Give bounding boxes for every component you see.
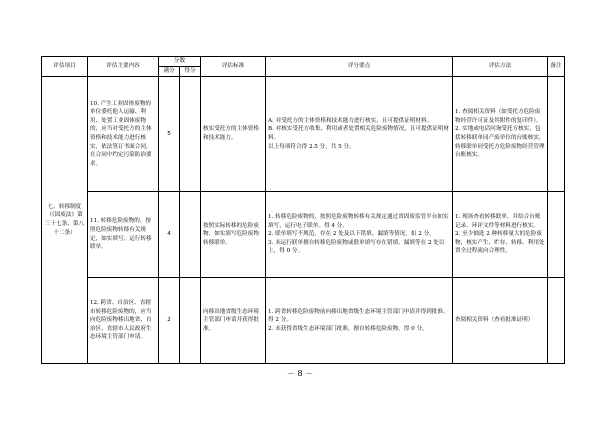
header-full-score: 满分 xyxy=(159,67,180,77)
row-11-method-2: 2. 至少抽选 2 种转移量大的危险废物，核实产生、贮存、转移、利用处置全过程流向合理性。 xyxy=(455,231,545,255)
row-12-note xyxy=(548,278,565,364)
row-10-method xyxy=(453,77,548,192)
header-score: 分数 xyxy=(159,57,201,67)
row-12-point-1: 1. 跨省转移危险废物前向移出地省级生态环境主管部门申请并得到批准。得 2 分。 xyxy=(268,308,449,324)
header-got-score: 得分 xyxy=(180,67,201,77)
row-10-point-a: A. 对受托方的主体资格和技术能力进行核实，且可提供证明材料。 xyxy=(268,117,433,124)
page-number: － 8 － xyxy=(286,369,314,378)
header-points: 评分要点 xyxy=(266,57,453,77)
row-11-point-2: 2. 联单填写不规范，存在 2 处及以下错填、漏填等情况，扣 2 分。 xyxy=(268,231,435,238)
row-12-full-score: 2 xyxy=(159,278,180,364)
header-note: 备注 xyxy=(548,57,565,77)
row-10-full-score: 5 xyxy=(159,77,180,192)
row-10-point-b: B. 对核实受托方收集、利用或者处置相关危险废物情况，且可提供证明材料。 xyxy=(268,126,450,141)
header-item: 评估项目 xyxy=(42,57,88,77)
row-11-full-score: 4 xyxy=(159,192,180,278)
row-12-points xyxy=(266,278,453,364)
row-11-point-1: 1. 转移危险废物的，按照危险废物转移有关规定通过省固废监管平台如实填写，运行电子联单。得 4 分。 xyxy=(268,214,449,229)
header-standard: 评估标准 xyxy=(201,57,266,77)
header-content: 评估主要内容 xyxy=(88,57,159,77)
row-10-points xyxy=(266,77,453,192)
row-11-method-1: 1. 现场查看转移联单，并结合台账记录、环评文件等材料进行核实。 xyxy=(455,214,541,229)
row-12-method-1: 查阅相关资料（查看批准证明） xyxy=(455,317,534,324)
row-10-note xyxy=(548,77,565,192)
row-10-standard: 核实受托方的主体资格和技术能力。 xyxy=(201,77,266,192)
row-12-got-score xyxy=(180,278,201,364)
row-10-got-score xyxy=(180,77,201,192)
row-11-method xyxy=(453,192,548,278)
row-11-point-3: 3. 未运行联单擅自转移危险废物或联单填写存在错填、漏填等在 2 处以上，得 0 分。 xyxy=(268,239,445,255)
row-11-note xyxy=(548,192,565,278)
row-11-points xyxy=(266,192,453,278)
row-11-got-score xyxy=(180,192,201,278)
header-method: 评估方法 xyxy=(453,57,548,77)
row-10-method-1: 1. 查阅相关资料（如受托方危险废物经营许可证及其附件的复印件）。 xyxy=(455,109,542,124)
group-label: 七、转移制度（《固废法》第三十七条、第八十二条） xyxy=(42,77,88,364)
row-12-standard: 向移出地省级生态环境主管部门申请并获得批准。 xyxy=(201,278,266,364)
row-10-method-2: 2. 实地或电话问询受托方核实，包括转移联单同产废单位的台账核实，转移联单同受托方危险废物经营管理台账核实。 xyxy=(455,126,545,159)
row-12-method xyxy=(453,278,548,364)
assessment-table xyxy=(41,56,565,364)
row-11-standard: 按照实际转移的危险废物，如实填写危险废物转移联单。 xyxy=(201,192,266,278)
row-10-content: 10. 产生工业固体废物的单位委托他人运输、利用、处置工业固体废物的，应当对受托方的主体资格和技术能力进行核实，依法签订书面合同，在合同中约定污染防治要求。 xyxy=(88,77,159,192)
row-12-point-2: 2. 未获得省级生态环境部门批准，擅自转移危险废物。得 0 分。 xyxy=(268,325,428,332)
row-10-point-sum: 以上每项符合得 2.5 分，共 5 分。 xyxy=(268,143,355,150)
row-11-content: 11. 转移危险废物的，按照危险废物转移有关规定，如实填写，运行转移联单。 xyxy=(88,192,159,278)
row-12-content: 12. 跨省、自治区、直辖市转移危险废物的，应当向危险废物移出地省、自治区、直辖市人民政府生态环境主管部门申请。 xyxy=(88,278,159,364)
